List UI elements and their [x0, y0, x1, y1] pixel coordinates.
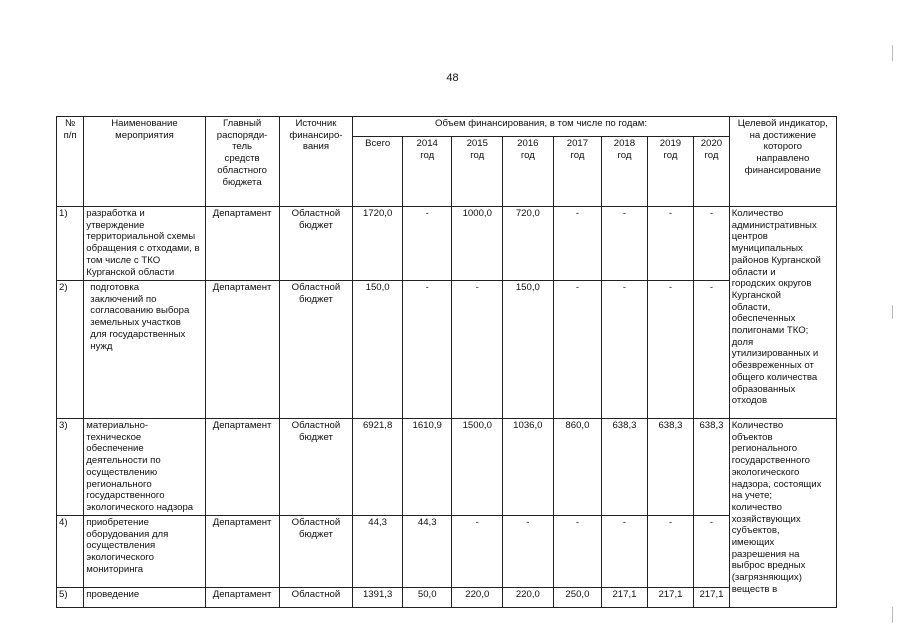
activity-name: разработка и утверждение территориальной схемы обращения с отходами, в том числе с ТКО Курганской области: [84, 207, 205, 281]
year-cell: 220,0: [503, 588, 554, 608]
table-row: [57, 419, 837, 516]
year-cell: -: [647, 281, 694, 419]
year-cell: 1500,0: [452, 419, 503, 516]
year-cell: 1000,0: [452, 207, 503, 281]
year-cell: 217,1: [602, 588, 648, 608]
target-indicator: Количество административных центров муниципальных районов Курганской области и городских округов Курганской области, обеспеченных полигонами ТКО; доля утилизированных и обезвреженных от общего количества образованных отходов: [729, 207, 836, 419]
header-year: 2019 год: [647, 137, 694, 207]
year-cell: 638,3: [694, 419, 729, 516]
year-cell: -: [602, 207, 648, 281]
year-cell: 217,1: [647, 588, 694, 608]
year-cell: -: [452, 516, 503, 588]
source-cell: Областной бюджет: [279, 207, 353, 281]
total-cell: 44,3: [353, 516, 403, 588]
header-number: № п/п: [57, 117, 84, 207]
table-row: [57, 516, 837, 588]
year-cell: -: [553, 516, 602, 588]
header-source: Источник финансиро- вания: [279, 117, 353, 207]
year-cell: -: [553, 281, 602, 419]
year-cell: 1610,9: [402, 419, 452, 516]
activity-name: материально- техническое обеспечение деятельности по осуществлению регионального государственного экологического надзора: [84, 419, 205, 516]
year-cell: 1036,0: [503, 419, 554, 516]
row-number: 4): [57, 516, 84, 588]
header-year: 2014 год: [402, 137, 452, 207]
year-cell: -: [602, 516, 648, 588]
year-cell: -: [602, 281, 648, 419]
administrator-cell: Департамент: [205, 207, 279, 281]
year-cell: 250,0: [553, 588, 602, 608]
year-cell: -: [694, 281, 729, 419]
table-row: [57, 281, 837, 419]
year-cell: 638,3: [602, 419, 648, 516]
year-cell: -: [452, 281, 503, 419]
administrator-cell: Департамент: [205, 419, 279, 516]
total-cell: 1391,3: [353, 588, 403, 608]
year-cell: -: [694, 207, 729, 281]
year-cell: 860,0: [553, 419, 602, 516]
administrator-cell: Департамент: [205, 281, 279, 419]
source-cell: Областной бюджет: [279, 281, 353, 419]
source-cell: Областной бюджет: [279, 419, 353, 516]
header-year: 2017 год: [553, 137, 602, 207]
source-cell: Областной бюджет: [279, 516, 353, 588]
header-total: Всего: [353, 137, 403, 207]
header-year: 2016 год: [503, 137, 554, 207]
header-year: 2018 год: [602, 137, 648, 207]
year-cell: -: [553, 207, 602, 281]
target-indicator: Количество объектов регионального государственного экологического надзора, состоящих на учете; количество хозяйствующих субъектов, имеющих разрешения на выброс вредных (загрязняющих) веществ в: [729, 419, 836, 608]
page-edge-mark: [892, 45, 893, 61]
activity-name: подготовка заключений по согласованию выбора земельных участков для государственных нужд: [84, 281, 205, 419]
page-edge-mark: [892, 305, 893, 319]
activity-name: проведение: [84, 588, 205, 608]
total-cell: 6921,8: [353, 419, 403, 516]
page-edge-mark: [892, 607, 893, 623]
year-cell: -: [503, 516, 554, 588]
row-number: 1): [57, 207, 84, 281]
row-number: 5): [57, 588, 84, 608]
administrator-cell: Департамент: [205, 516, 279, 588]
table-row: [57, 207, 837, 281]
header-year: 2015 год: [452, 137, 503, 207]
total-cell: 1720,0: [353, 207, 403, 281]
header-name: Наименование мероприятия: [84, 117, 205, 207]
year-cell: -: [647, 516, 694, 588]
year-cell: 220,0: [452, 588, 503, 608]
header-indicator: Целевой индикатор, на достижение которого направлено финансирование: [729, 117, 836, 207]
year-cell: 44,3: [402, 516, 452, 588]
year-cell: 150,0: [503, 281, 554, 419]
financing-table: [56, 116, 837, 608]
row-number: 3): [57, 419, 84, 516]
row-number: 2): [57, 281, 84, 419]
activity-name: приобретение оборудования для осуществления экологического мониторинга: [84, 516, 205, 588]
header-year: 2020 год: [694, 137, 729, 207]
year-cell: -: [647, 207, 694, 281]
administrator-cell: Департамент: [205, 588, 279, 608]
total-cell: 150,0: [353, 281, 403, 419]
table-row: [57, 588, 837, 608]
source-cell: Областной: [279, 588, 353, 608]
year-cell: -: [402, 207, 452, 281]
year-cell: -: [694, 516, 729, 588]
year-cell: 720,0: [503, 207, 554, 281]
year-cell: -: [402, 281, 452, 419]
page-number: 48: [446, 72, 459, 84]
year-cell: 638,3: [647, 419, 694, 516]
year-cell: 217,1: [694, 588, 729, 608]
header-administrator: Главный распоряди- тель средств областного бюджета: [205, 117, 279, 207]
year-cell: 50,0: [402, 588, 452, 608]
header-volume-group: Объем финансирования, в том числе по годам:: [353, 117, 729, 137]
